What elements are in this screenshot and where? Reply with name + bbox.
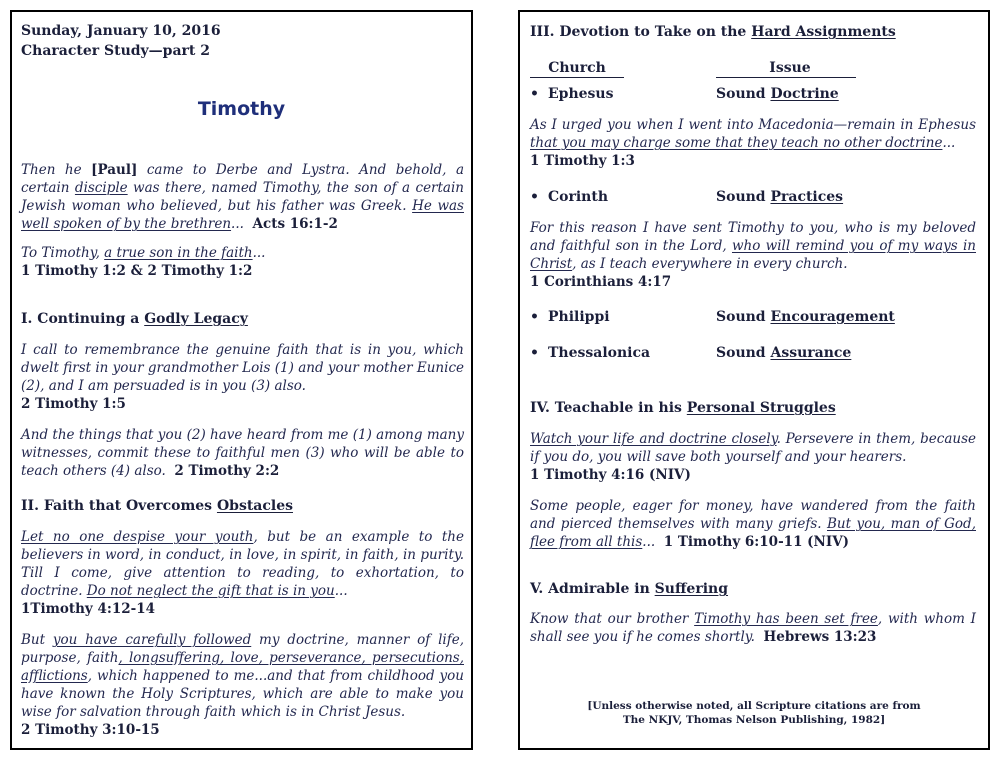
legacy-reference: 2 Timothy 1:5 (21, 396, 126, 412)
youth-reference: 1Timothy 4:12-14 (21, 601, 156, 617)
ephesus-quote: As I urged you when I went into Macedonia—remain in Ephesus that you may charge some that they teach no other doctrine... 1 Timothy 1:3 (530, 117, 976, 169)
money-quote: Some people, eager for money, have wandered from the faith and pierced themselves with many griefs. But you, man of God, flee from all this... 1 Timothy 6:10-11 (NIV) (530, 498, 976, 550)
study-subtitle: Character Study—part 2 (21, 43, 210, 59)
bullet-icon: • (530, 309, 539, 325)
watch-reference: 1 Timothy 4:16 (NIV) (530, 467, 691, 483)
column-header-church: Church (530, 60, 624, 78)
ephesus-reference: 1 Timothy 1:3 (530, 153, 635, 169)
suffering-quote: Know that our brother Timothy has been set free, with whom I shall see you if he comes shortly. Hebrews 13:23 (530, 611, 976, 645)
issue-philippi: Sound Encouragement (716, 309, 895, 325)
date-line: Sunday, January 10, 2016 (21, 23, 221, 39)
son-reference: 1 Timothy 1:2 & 2 Timothy 1:2 (21, 263, 253, 279)
section-5-heading: V. Admirable in Suffering (530, 581, 729, 597)
left-panel (10, 10, 473, 750)
issue-ephesus: Sound Doctrine (716, 86, 839, 102)
citation-note-line-1: [Unless otherwise noted, all Scripture citations are from (587, 700, 921, 712)
church-row-thessalonica: • Thessalonica (530, 345, 651, 361)
church-row-corinth: • Corinth (530, 189, 608, 205)
page-title: Timothy (197, 98, 286, 120)
section-2-heading: II. Faith that Overcomes Obstacles (21, 498, 293, 514)
followed-paragraph: But you have carefully followed my doctrine, manner of life, purpose, faith, longsuffering, love, perseverance, persecutions, afflictions, which happened to me...and that from childhood you have known the Holy Scriptures, which are able to make you wise for salvation through faith which is in Christ Jesus. 2 Timothy 3:10-15 (21, 632, 464, 738)
corinth-reference: 1 Corinthians 4:17 (530, 274, 672, 290)
teach-paragraph: And the things that you (2) have heard from me (1) among many witnesses, commit these to faithful men (3) who will be able to teach others (4) also. 2 Timothy 2:2 (21, 427, 464, 479)
watch-quote: Watch your life and doctrine closely. Persevere in them, because if you do, you will save both yourself and your hearers. 1 Timothy 4:16 (NIV) (530, 431, 976, 483)
citation-note-line-2: The NKJV, Thomas Nelson Publishing, 1982] (622, 714, 886, 726)
issue-thessalonica: Sound Assurance (716, 345, 852, 361)
church-row-philippi: • Philippi (530, 309, 610, 325)
teach-reference: 2 Timothy 2:2 (174, 463, 280, 479)
section-1-heading: I. Continuing a Godly Legacy (21, 311, 248, 327)
column-header-issue: Issue (716, 60, 856, 78)
son-paragraph: To Timothy, a true son in the faith... 1 Timothy 1:2 & 2 Timothy 1:2 (21, 245, 266, 279)
youth-paragraph: Let no one despise your youth, but be an example to the believers in word, in conduct, in love, in spirit, in faith, in purity. Till I come, give attention to reading, to exhortation, to doctrine. Do not neglect the gift that is in you... 1Timothy 4:12-14 (21, 529, 464, 617)
suffering-reference: Hebrews 13:23 (763, 629, 877, 645)
bullet-icon: • (530, 345, 539, 361)
legacy-paragraph: I call to remembrance the genuine faith that is in you, which dwelt first in your grandmother Lois (1) and your mother Eunice (2), and I am persuaded is in you (3) also. 2 Timothy 1:5 (21, 342, 464, 412)
citation-note (520, 699, 988, 727)
church-row-ephesus: • Ephesus (530, 86, 614, 102)
intro-paragraph: Then he [Paul] came to Derbe and Lystra. And behold, a certain disciple was there, named Timothy, the son of a certain Jewish woman who believed, but his father was Greek. He was well spoken of by the brethren... Acts 16:1-2 (21, 162, 465, 232)
bullet-icon: • (530, 86, 539, 102)
followed-reference: 2 Timothy 3:10-15 (21, 722, 160, 738)
intro-reference: Acts 16:1-2 (252, 216, 338, 232)
section-4-heading: IV. Teachable in his Personal Struggles (530, 400, 836, 416)
money-reference: 1 Timothy 6:10-11 (NIV) (663, 534, 850, 550)
bullet-icon: • (530, 189, 539, 205)
section-3-heading: III. Devotion to Take on the Hard Assignments (530, 24, 896, 40)
issue-corinth: Sound Practices (716, 189, 844, 205)
right-panel (518, 10, 990, 750)
corinth-quote: For this reason I have sent Timothy to you, who is my beloved and faithful son in the Lord, who will remind you of my ways in Christ, as I teach everywhere in every church. 1 Corinthians 4:17 (530, 220, 976, 290)
